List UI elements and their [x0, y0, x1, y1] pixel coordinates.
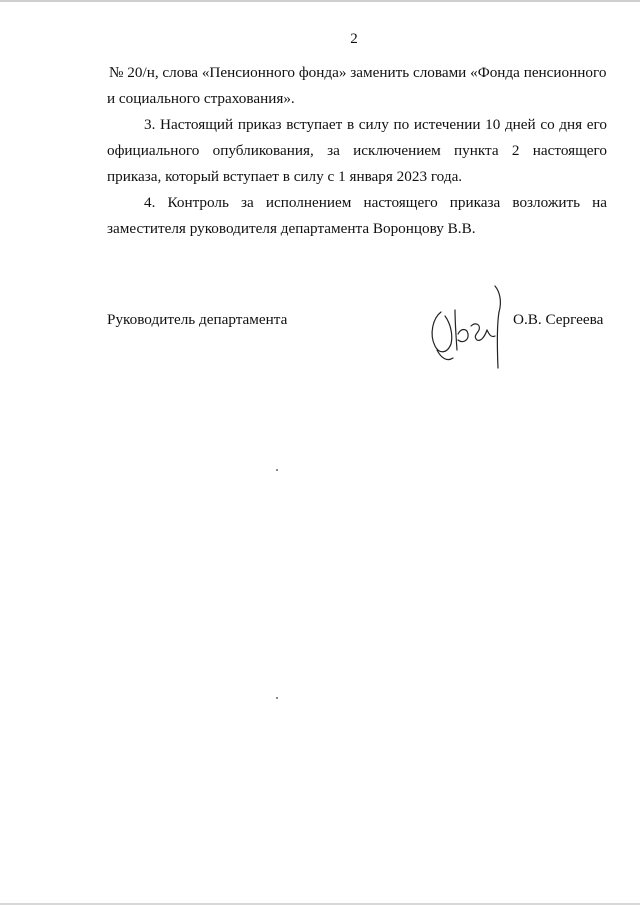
paragraph-continued	[107, 60, 607, 112]
scan-speck	[276, 469, 278, 471]
scan-speck	[276, 697, 278, 699]
paragraph-3: 3. Настоящий приказ вступает в силу по истечении 10 дней со дня его официального опубликования, за исключением пункта 2 настоящего приказа, который вступает в силу с 1 января 2023 года.	[107, 116, 607, 185]
paragraph-continued-line-2: и социального страхования».	[107, 90, 295, 107]
paragraph-4: 4. Контроль за исполнением настоящего приказа возложить на заместителя руководителя департамента Воронцову В.В.	[107, 194, 607, 237]
signatory-position: Руководитель департамента	[107, 311, 288, 328]
page-edge-top	[0, 0, 640, 2]
signatory-name: О.В. Сергеева	[513, 311, 604, 328]
page-number: 2	[350, 31, 358, 47]
handwritten-signature	[425, 284, 510, 369]
paragraph-continued-line-1: № 20/н, слова «Пенсионного фонда» заменить словами «Фонда пенсионного	[109, 64, 607, 81]
